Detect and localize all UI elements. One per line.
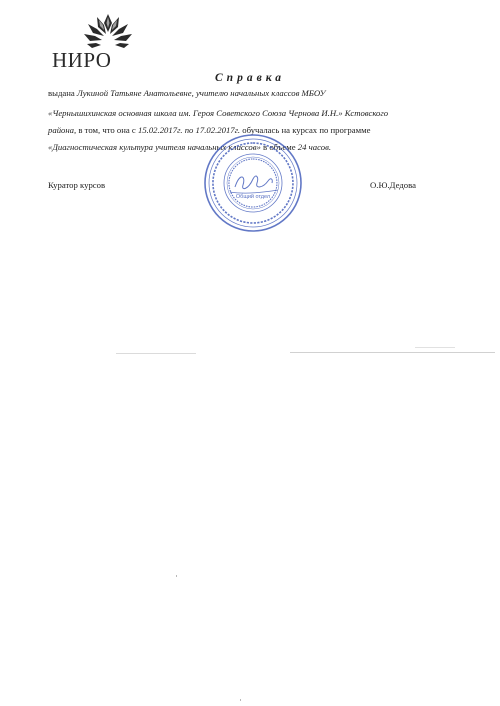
organization-short: МБОУ (301, 88, 326, 98)
organization-name: «Чернышихинская основная школа им. Героя Советского Союза Чернова И.Н.» Кстовского (48, 108, 389, 118)
date-to: 17.02.2017г. (195, 125, 241, 135)
recipient-name: Лукиной Татьяне Анатольевне, (76, 88, 194, 98)
niro-logo (50, 14, 150, 70)
stamp-center-text: Общий отдел (235, 194, 271, 200)
volume-text: в объеме (263, 142, 296, 152)
body-line-1 (48, 88, 326, 98)
document-title: Справка (215, 72, 285, 84)
recipient-role: учителю начальных классов (195, 88, 300, 98)
official-stamp (202, 132, 304, 234)
scan-artifact-line (116, 353, 196, 354)
district-text: района, (48, 125, 77, 135)
hours-value: 24 часов. (297, 142, 332, 152)
scan-speck (176, 575, 177, 577)
scan-artifact-line (415, 347, 455, 348)
program-title: «Диагностическая культура учителя начальных классов» (48, 142, 261, 152)
scan-speck (240, 699, 241, 701)
course-study-text: обучалась на курсах по программе (242, 125, 371, 135)
scan-artifact-line (290, 352, 495, 353)
logo-text: НИРО (52, 48, 112, 72)
body-line-2 (48, 108, 388, 118)
date-to-prefix: по (184, 125, 194, 135)
course-intro-text: в том, что она с (78, 125, 136, 135)
curator-position: Куратор курсов (48, 180, 106, 190)
curator-name: О.Ю.Дедова (370, 180, 416, 190)
issued-to-prefix: выдана (48, 88, 75, 98)
date-from: 15.02.2017г. (137, 125, 183, 135)
